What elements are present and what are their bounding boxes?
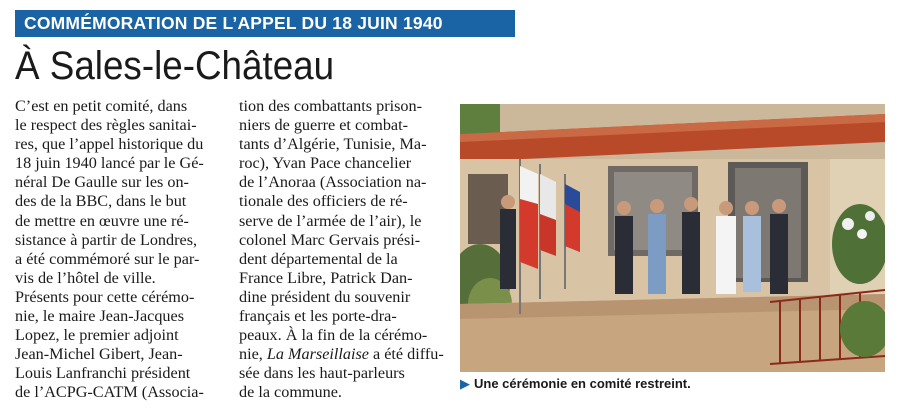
text-line: a été commémoré sur le par- xyxy=(15,249,200,268)
text-line: néral De Gaulle sur les on- xyxy=(15,173,189,192)
text-line: sée dans les haut-parleurs xyxy=(239,364,405,383)
text-line: France Libre, Patrick Dan- xyxy=(239,268,413,287)
text-line: tionale des officiers de ré- xyxy=(239,192,408,211)
article-column-2 xyxy=(239,97,455,403)
text-line: dent départemental de la xyxy=(239,249,398,268)
text-line: le respect des règles sanitai- xyxy=(15,116,197,135)
text-line: Présents pour cette cérémo- xyxy=(15,287,195,306)
article-column-1 xyxy=(15,97,230,403)
text-line: Jean-Michel Gibert, Jean- xyxy=(15,345,183,364)
photo-caption xyxy=(460,376,691,392)
song-title: La Marseillaise xyxy=(266,345,369,364)
text-line: des de la BBC, dans le but xyxy=(15,192,187,211)
text-line: tants d’Algérie, Tunisie, Ma- xyxy=(239,135,427,154)
text-line: serve de l’armée de l’air), le xyxy=(239,211,422,230)
text-line: de la commune. xyxy=(239,383,342,402)
text-line: dine président du souvenir xyxy=(239,287,411,306)
text-line: français et les porte-dra- xyxy=(239,307,397,326)
text-line: roc), Yvan Pace chancelier xyxy=(239,154,412,173)
text-line xyxy=(239,345,455,364)
text-line: Lopez, le premier adjoint xyxy=(15,326,179,345)
text-line: C’est en petit comité, dans xyxy=(15,97,188,115)
text-line: niers de guerre et combat- xyxy=(239,116,408,135)
text-line: Louis Lanfranchi président xyxy=(15,364,191,383)
text-line: res, que l’appel historique du xyxy=(15,135,204,154)
headline: À Sales-le-Château xyxy=(15,44,335,88)
text-line: de l’Anoraa (Association na- xyxy=(239,173,427,192)
text-line: vis de l’hôtel de ville. xyxy=(15,268,156,287)
text-line: de mettre en œuvre une ré- xyxy=(15,211,189,230)
text-line: 18 juin 1940 lancé par le Gé- xyxy=(15,154,204,173)
text-line: de l’ACPG-CATM (Associa- xyxy=(15,383,204,402)
caption-text: Une cérémonie en comité restreint. xyxy=(474,376,691,391)
text-segment: nie, xyxy=(239,345,263,364)
text-line: colonel Marc Gervais prési- xyxy=(239,230,421,249)
text-segment: a été diffu- xyxy=(368,345,444,364)
text-line: nie, le maire Jean-Jacques xyxy=(15,307,184,326)
ceremony-photo xyxy=(460,104,885,372)
text-line: peaux. À la fin de la cérémo- xyxy=(239,326,428,345)
text-line: sistance à partir de Londres, xyxy=(15,230,198,249)
caption-bullet-icon: ▶ xyxy=(460,376,470,391)
text-line: tion des combattants prison- xyxy=(239,97,422,115)
rubric-banner: COMMÉMORATION DE L’APPEL DU 18 JUIN 1940 xyxy=(15,10,515,37)
